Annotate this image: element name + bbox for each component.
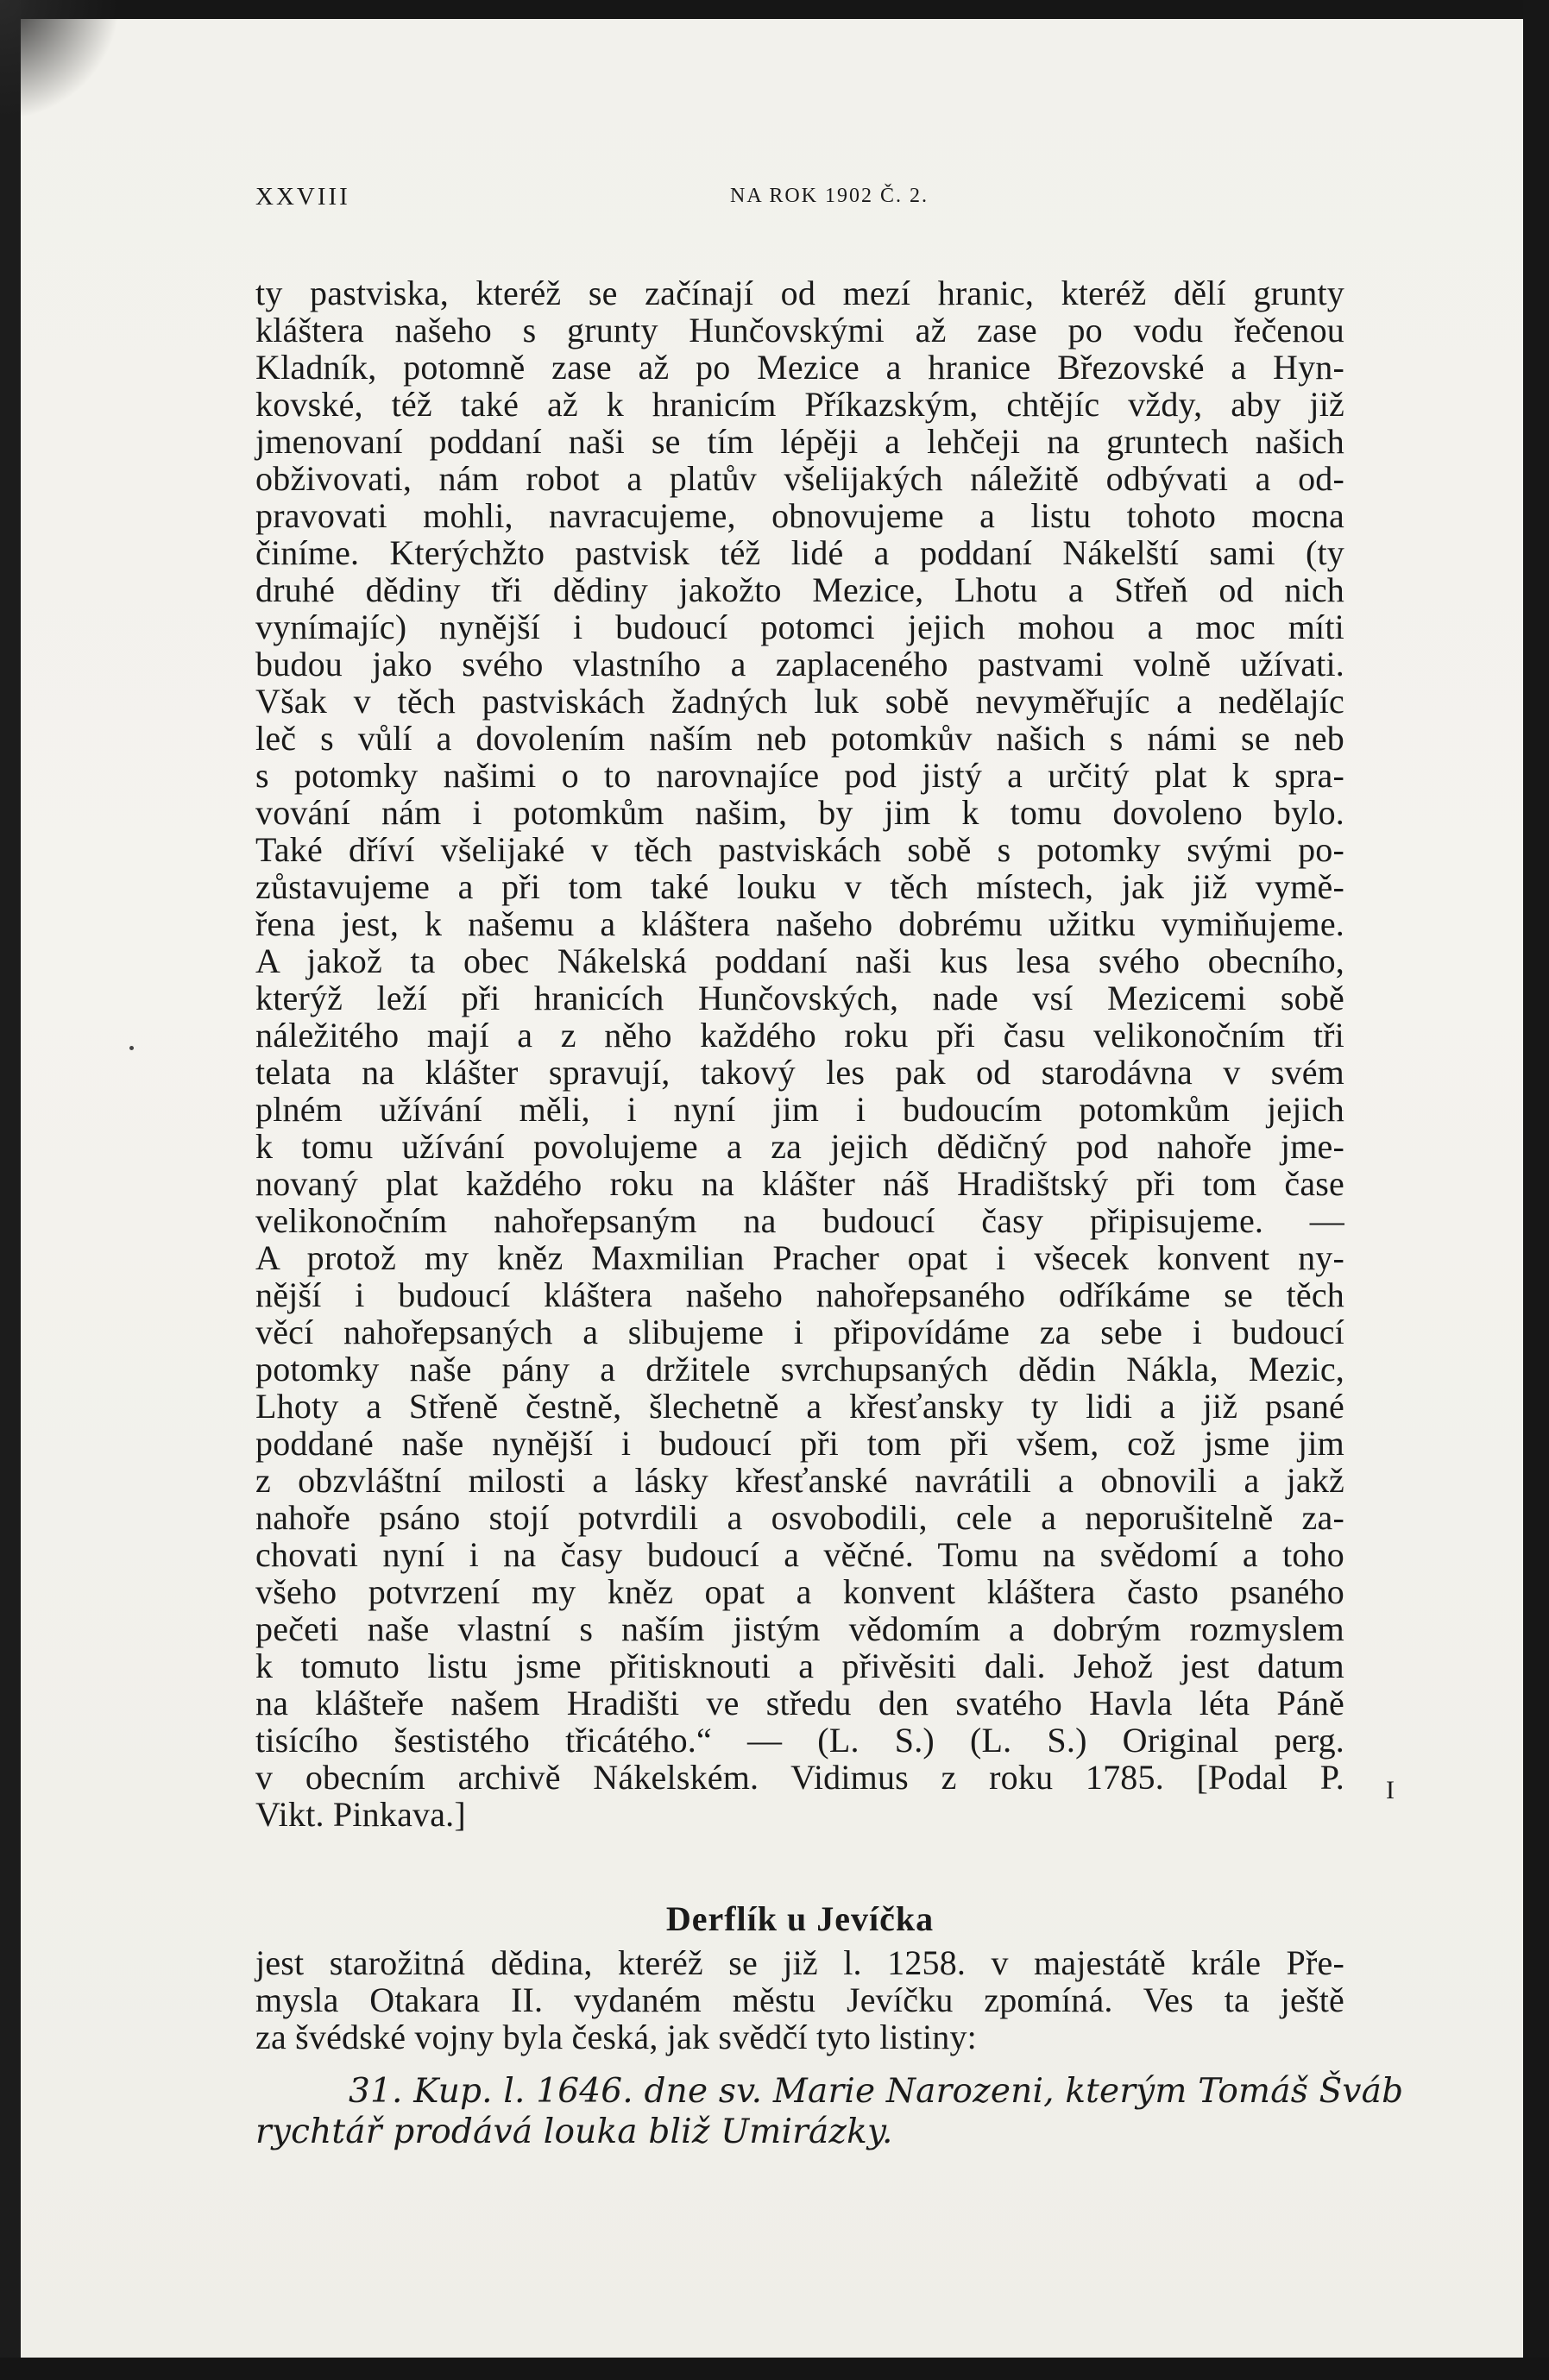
text-line: z obzvláštní milosti a lásky křesťanské navrátili a obnovili a jakž xyxy=(255,1461,1344,1500)
text-line: plném užívání měli, i nyní jim i budoucím potomkům jejich xyxy=(255,1090,1344,1129)
text-line: v obecním archivě Nákelském. Vidimus z roku 1785. [Podal P. xyxy=(255,1758,1344,1797)
text-line: Lhoty a Střeně čestně, šlechetně a křesťansky ty lidi a již psané xyxy=(255,1387,1344,1426)
text-line: všeho potvrzení my kněz opat a konvent kláštera často psaného xyxy=(255,1572,1344,1611)
entry-line: 31. Kup. l. 1646. dne sv. Marie Narozeni, kterým Tomáš Šváb xyxy=(349,2072,1404,2111)
text-line: nější i budoucí kláštera našeho nahořepsaného odříkáme se těch xyxy=(255,1275,1344,1314)
margin-mark: I xyxy=(1386,1776,1395,1804)
text-line: kterýž leží při hranicích Hunčovských, nade vsí Mezicemi sobě xyxy=(255,979,1344,1017)
text-line: A jakož ta obec Nákelská poddaní naši kus lesa svého obecního, xyxy=(255,941,1344,980)
text-line: Kladník, potomně zase až po Mezice a hranice Březovské a Hyn- xyxy=(255,348,1344,387)
text-line: budou jako svého vlastního a zaplaceného pastvami volně užívati. xyxy=(255,645,1344,683)
text-line: věcí nahořepsaných a slibujeme i připovídáme za sebe i budoucí xyxy=(255,1313,1344,1351)
section-text-block xyxy=(255,1944,1344,2056)
text-line: A protož my kněz Maxmilian Pracher opat i všecek konvent ny- xyxy=(255,1238,1344,1277)
text-line: mysla Otakara II. vydaném městu Jevíčku zpomíná. Ves ta ještě xyxy=(255,1980,1344,2019)
text-line: jmenovaní poddaní naši se tím lépěji a lehčeji na gruntech našich xyxy=(255,422,1344,461)
text-line: činíme. Kterýchžto pastvisk též lidé a poddaní Nákelští sami (ty xyxy=(255,533,1344,572)
text-line: ty pastviska, kteréž se začínají od mezí hranic, kteréž dělí grunty xyxy=(255,274,1344,312)
text-line: k tomuto listu jsme přitisknouti a přivěsiti dali. Jehož jest datum xyxy=(255,1646,1344,1685)
text-line: na klášteře našem Hradišti ve středu den svatého Havla léta Páně xyxy=(255,1684,1344,1722)
text-line: pravovati mohli, navracujeme, obnovujeme a listu tohoto mocna xyxy=(255,496,1344,535)
scan-border-bottom xyxy=(0,2358,1549,2380)
text-line: kláštera našeho s grunty Hunčovskými až zase po vodu řečenou xyxy=(255,311,1344,349)
text-line: leč s vůlí a dovolením naším neb potomkův našich s námi se neb xyxy=(255,719,1344,758)
page-number: XXVIII xyxy=(255,183,350,211)
text-line: za švédské vojny byla česká, jak svědčí tyto listiny: xyxy=(255,2018,977,2056)
main-text-block xyxy=(255,274,1344,1833)
speck-mark xyxy=(129,1046,134,1050)
text-line: druhé dědiny tři dědiny jakožto Mezice, Lhotu a Střeň od nich xyxy=(255,570,1344,609)
text-line: poddané naše nynější i budoucí při tom při všem, což jsme jim xyxy=(255,1424,1344,1463)
text-line: Také dříví všelijaké v těch pastviskách sobě s potomky svými po- xyxy=(255,830,1344,869)
text-line: velikonočním nahořepsaným na budoucí časy připisujeme. — xyxy=(255,1201,1344,1240)
text-line: nahoře psáno stojí potvrdili a osvobodili, cele a neporušitelně za- xyxy=(255,1498,1344,1537)
text-line: telata na klášter spravují, takový les pak od starodávna v svém xyxy=(255,1053,1344,1092)
section-heading: Derflík u Jevíčka xyxy=(665,1899,935,1938)
text-line: tisícího šestistého třicátého.“ — (L. S.) (L. S.) Original perg. xyxy=(255,1721,1344,1760)
text-line: s potomky našimi o to narovnajíce pod jistý a určitý plat k spra- xyxy=(255,756,1344,795)
text-line: náležitého mají a z něho každého roku při času velikonočním tři xyxy=(255,1016,1344,1055)
entry-line: rychtář prodává louka bliž Umirázky. xyxy=(255,2112,893,2151)
text-line: řena jest, k našemu a kláštera našeho dobrému užitku vymiňujeme. xyxy=(255,904,1344,943)
text-line: Vikt. Pinkava.] xyxy=(255,1795,466,1834)
text-line: kovské, též také až k hranicím Příkazským, chtějíc vždy, aby již xyxy=(255,385,1344,424)
scan-border-top xyxy=(0,0,1549,19)
text-line: chovati nyní i na časy budoucí a věčné. Tomu na svědomí a toho xyxy=(255,1535,1344,1574)
text-line: pečeti naše vlastní s naším jistým vědomím a dobrým rozmyslem xyxy=(255,1609,1344,1648)
scan-border-right xyxy=(1523,0,1549,2380)
text-line: vování nám i potomkům našim, by jim k tomu dovoleno bylo. xyxy=(255,793,1344,832)
text-line: Však v těch pastviskách žadných luk sobě nevyměřujíc a nedělajíc xyxy=(255,682,1344,721)
text-line: jest starožitná dědina, kteréž se již l. 1258. v majestátě krále Pře- xyxy=(255,1943,1344,1982)
running-header xyxy=(255,183,1360,217)
running-title: NA ROK 1902 Č. 2. xyxy=(730,185,929,207)
text-line: obživovati, nám robot a platův všelijakých náležitě odbývati a od- xyxy=(255,459,1344,498)
text-line: k tomu užívání povolujeme a za jejich dědičný pod nahoře jme- xyxy=(255,1127,1344,1166)
text-line: potomky naše pány a držitele svrchupsaných dědin Nákla, Mezic, xyxy=(255,1350,1344,1388)
text-line: vynímajíc) nynější i budoucí potomci jejich mohou a moc míti xyxy=(255,608,1344,646)
text-line: zůstavujeme a při tom také louku v těch místech, jak již vymě- xyxy=(255,867,1344,906)
scan-border-left xyxy=(0,0,21,2380)
text-line: novaný plat každého roku na klášter náš Hradištský při tom čase xyxy=(255,1164,1344,1203)
fraktur-entry xyxy=(255,2071,1404,2152)
corner-shadow xyxy=(0,0,121,121)
